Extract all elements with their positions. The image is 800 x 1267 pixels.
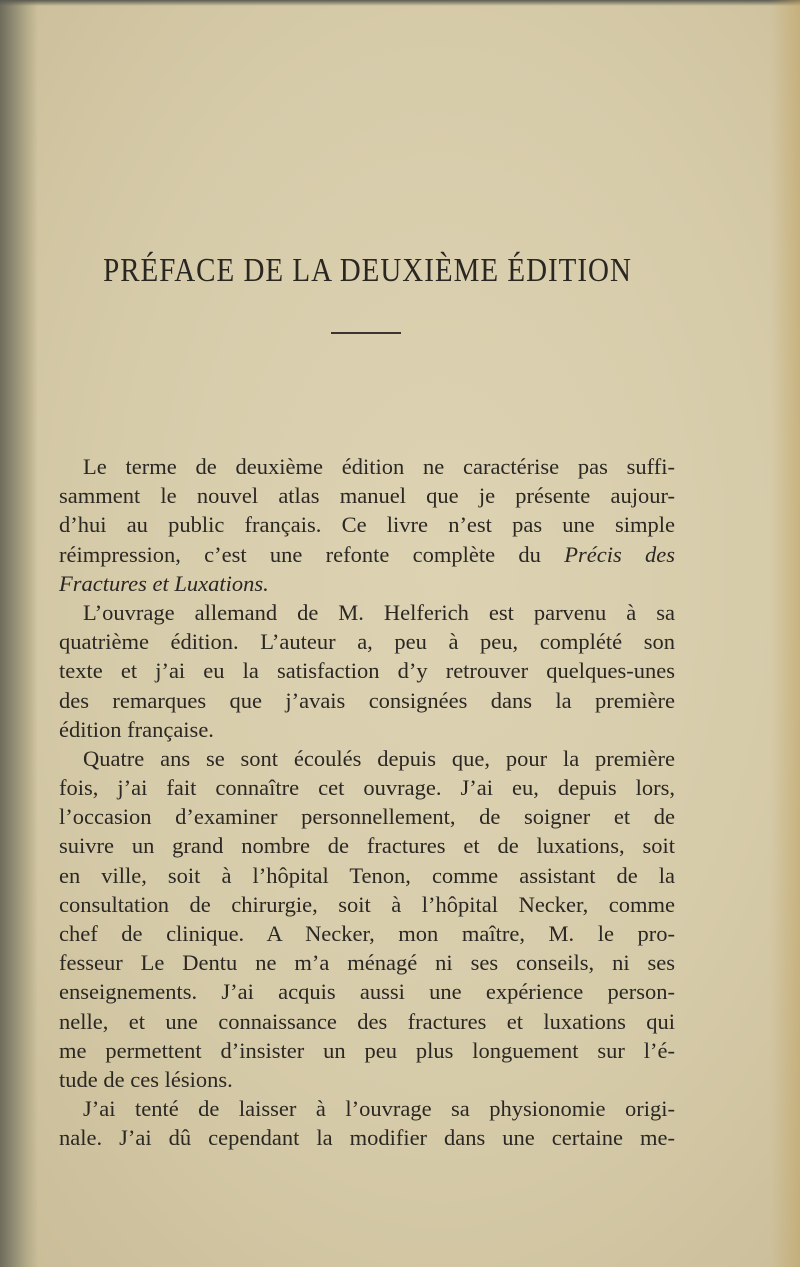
text-line: texte et j’ai eu la satisfaction d’y retrouver quelques-unes (59, 658, 675, 684)
text-line: chef de clinique. A Necker, mon maître, M. le pro- (59, 921, 675, 946)
text-line: d’hui au public français. Ce livre n’est pas une simple (59, 512, 675, 538)
text-line: en ville, soit à l’hôpital Tenon, comme assistant de la (59, 862, 675, 888)
text-line: fesseur Le Dentu ne m’a ménagé ni ses conseils, ni ses (59, 950, 675, 976)
text-line: samment le nouvel atlas manuel que je présente aujour- (59, 483, 675, 509)
preface-body (59, 452, 675, 1153)
text-line: des remarques que j’avais consignées dans la première (59, 687, 675, 713)
page-title: PRÉFACE DE LA DEUXIÈME ÉDITION (103, 252, 632, 289)
text-line: nale. J’ai dû cependant la modifier dans une certaine me- (59, 1125, 675, 1151)
text-line: nelle, et une connaissance des fractures et luxations qui (59, 1008, 675, 1034)
text-line: édition française. (59, 716, 214, 742)
italic-title: Précis des (564, 541, 675, 567)
page-top-edge (0, 0, 800, 6)
text-line: quatrième édition. L’auteur a, peu à peu, complété son (59, 629, 675, 655)
text-segment: réimpression, c’est une refonte complète du (59, 541, 541, 567)
page-right-edge (770, 0, 800, 1267)
text-line: enseignements. J’ai acquis aussi une expérience person- (59, 979, 675, 1005)
text-line: J’ai tenté de laisser à l’ouvrage sa physionomie origi- (83, 1096, 675, 1122)
text-line (59, 540, 675, 569)
text-line: Le terme de deuxième édition ne caractérise pas suffi- (83, 454, 675, 479)
text-line: consultation de chirurgie, soit à l’hôpital Necker, comme (59, 891, 675, 917)
page-gutter-shadow (0, 0, 38, 1267)
text-line: suivre un grand nombre de fractures et de luxations, soit (59, 833, 675, 859)
text-line: fois, j’ai fait connaître cet ouvrage. J’ai eu, depuis lors, (59, 775, 675, 801)
title-divider (331, 332, 401, 334)
italic-title-line: Fractures et Luxations. (59, 570, 269, 596)
text-line: L’ouvrage allemand de M. Helferich est parvenu à sa (83, 599, 675, 625)
text-line: l’occasion d’examiner personnellement, de soigner et de (59, 804, 675, 830)
text-line: me permettent d’insister un peu plus longuement sur l’é- (59, 1037, 675, 1063)
text-line: Quatre ans se sont écoulés depuis que, pour la première (83, 745, 675, 771)
text-line: tude de ces lésions. (59, 1066, 233, 1092)
